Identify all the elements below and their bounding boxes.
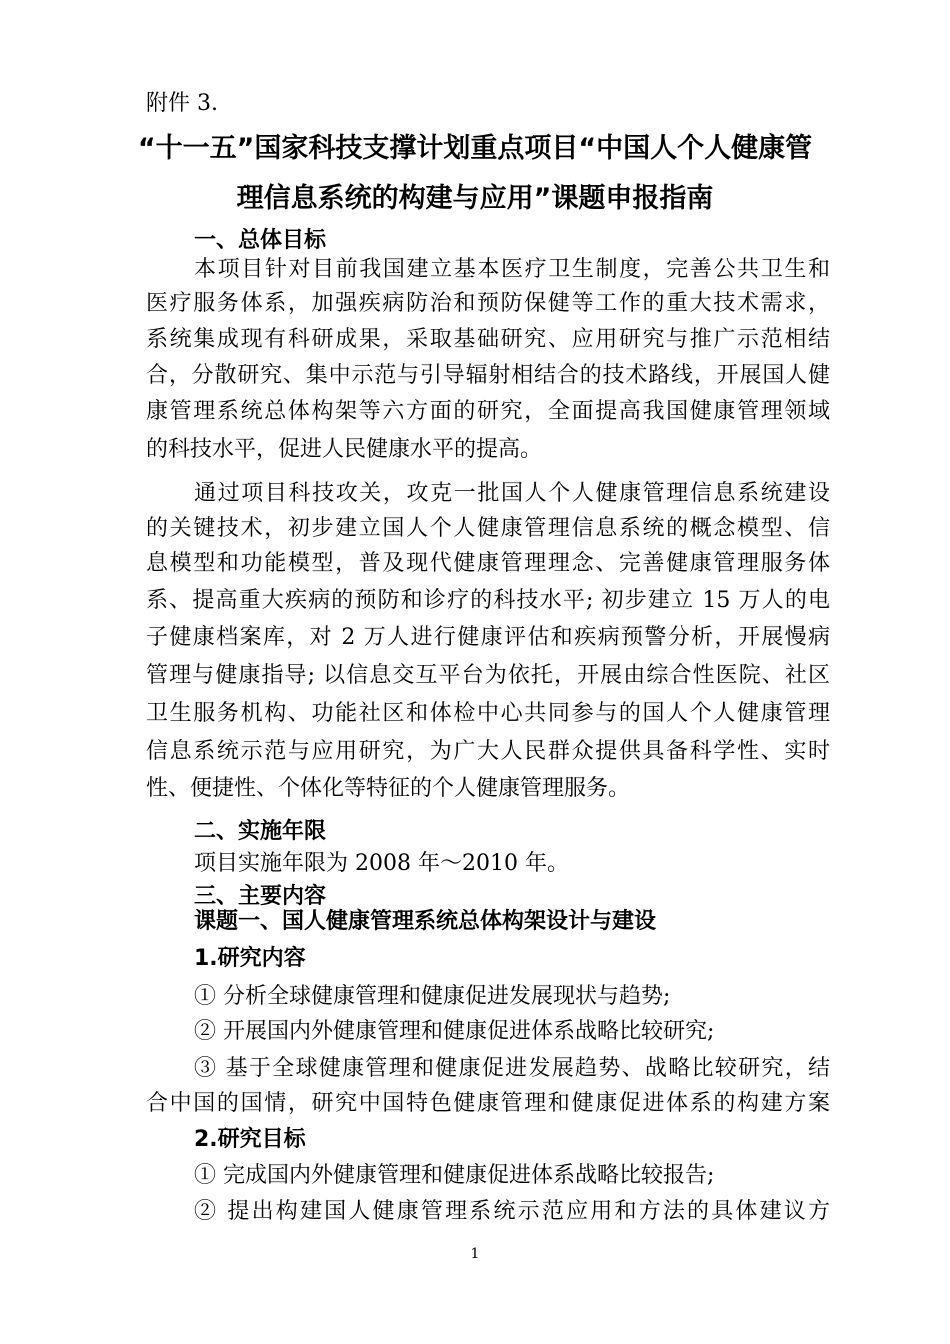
doc-title-line-2: 理信息系统的构建与应用”课题申报指南 [236, 183, 714, 214]
research-content-heading: 1.研究内容 [194, 946, 306, 971]
section-1-p2-line: 息模型和功能模型，普及现代健康管理理念、完善健康管理服务体 [146, 551, 830, 576]
section-1-p1-line: 合，分散研究、集中示范与引导辐射相结合的技术路线，开展国人健 [146, 363, 830, 388]
section-3-heading: 三、主要内容 [194, 884, 327, 909]
section-1-p2-line: 性、便捷性、个体化等特征的个人健康管理服务。 [146, 776, 631, 801]
research-content-item: 合中国的国情，研究中国特色健康管理和健康促进体系的构建方案 [146, 1091, 830, 1116]
section-1-p2-line: 通过项目科技攻关，攻克一批国人个人健康管理信息系统建设 [194, 481, 830, 506]
section-1-p1-line: 本项目针对目前我国建立基本医疗卫生制度，完善公共卫生和 [194, 257, 830, 282]
section-1-p2-line: 卫生服务机构、功能社区和体检中心共同参与的国人个人健康管理 [146, 701, 830, 726]
research-content-item: ② 开展国内外健康管理和健康促进体系战略比较研究; [194, 1019, 715, 1044]
section-1-p1-line: 康管理系统总体构架等六方面的研究，全面提高我国健康管理领域 [146, 399, 830, 424]
section-1-p1-line: 医疗服务体系，加强疾病防治和预防保健等工作的重大技术需求， [146, 291, 830, 316]
research-goal-heading: 2.研究目标 [194, 1127, 306, 1152]
section-1-p2-line: 系、提高重大疾病的预防和诊疗的科技水平; 初步建立 15 万人的电 [146, 588, 830, 613]
section-1-p2-line: 子健康档案库，对 2 万人进行健康评估和疾病预警分析，开展慢病 [146, 625, 830, 650]
research-goal-item: ② 提出构建国人健康管理系统示范应用和方法的具体建议方 [194, 1199, 830, 1224]
section-1-p2-line: 信息系统示范与应用研究，为广大人民群众提供具备科学性、实时 [146, 739, 830, 764]
research-goal-item: ① 完成国内外健康管理和健康促进体系战略比较报告; [194, 1163, 715, 1188]
section-1-p2-line: 管理与健康指导; 以信息交互平台为依托，开展由综合性医院、社区 [146, 663, 830, 688]
section-1-p1-line: 系统集成现有科研成果，采取基础研究、应用研究与推广示范相结 [146, 327, 830, 352]
attachment-label: 附件 3. [146, 91, 218, 116]
research-content-item: ③ 基于全球健康管理和健康促进发展趋势、战略比较研究，结 [194, 1056, 830, 1081]
doc-title-line-1: “十一五”国家科技支撑计划重点项目“中国人个人健康管 [137, 133, 813, 164]
section-2-text: 项目实施年限为 2008 年～2010 年。 [194, 851, 569, 876]
research-content-item: ① 分析全球健康管理和健康促进发展现状与趋势; [194, 984, 671, 1009]
section-1-heading: 一、总体目标 [194, 228, 327, 253]
section-1-p2-line: 的关键技术，初步建立国人个人健康管理信息系统的概念模型、信 [146, 516, 830, 541]
topic-1-heading: 课题一、国人健康管理系统总体构架设计与建设 [194, 909, 657, 934]
section-2-heading: 二、实施年限 [194, 819, 327, 844]
section-1-p1-line: 的科技水平，促进人民健康水平的提高。 [146, 437, 543, 462]
page-number: 1 [470, 1246, 480, 1262]
